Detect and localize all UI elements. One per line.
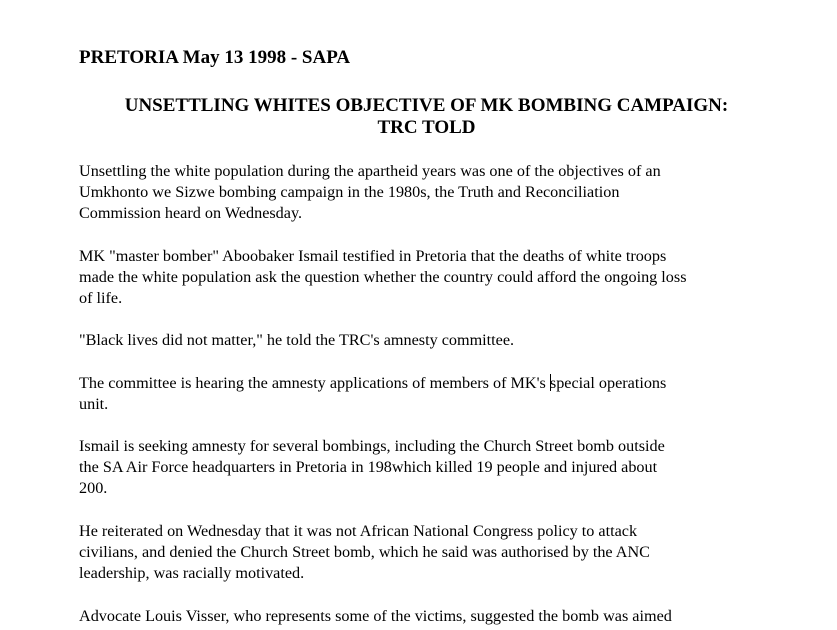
paragraph[interactable] xyxy=(79,436,779,499)
paragraph-line xyxy=(79,373,779,394)
paragraph-line: 200. xyxy=(79,479,108,497)
headline xyxy=(79,95,774,139)
headline-line: TRC TOLD xyxy=(377,117,476,138)
paragraph-line: unit. xyxy=(79,395,109,413)
paragraph-line: the SA Air Force headquarters in Pretoria in 198which killed 19 people and injured about xyxy=(79,458,658,476)
paragraph[interactable] xyxy=(79,246,779,309)
paragraph[interactable] xyxy=(79,373,779,415)
paragraph[interactable] xyxy=(79,330,779,351)
paragraph[interactable] xyxy=(79,161,779,224)
paragraph-text: The committee is hearing the amnesty applications of members of MK's xyxy=(79,374,550,392)
paragraph-line: MK "master bomber" Aboobaker Ismail testified in Pretoria that the deaths of white troops xyxy=(79,247,667,265)
paragraph-line: Advocate Louis Visser, who represents some of the victims, suggested the bomb was aimed xyxy=(79,607,672,625)
paragraph-line: He reiterated on Wednesday that it was not African National Congress policy to attack xyxy=(79,522,638,540)
paragraph[interactable] xyxy=(79,521,779,584)
paragraph-line: civilians, and denied the Church Street bomb, which he said was authorised by the ANC xyxy=(79,543,650,561)
paragraph-line: leadership, was racially motivated. xyxy=(79,564,305,582)
paragraph-line: of life. xyxy=(79,289,123,307)
headline-line: UNSETTLING WHITES OBJECTIVE OF MK BOMBING CAMPAIGN: xyxy=(124,95,729,116)
dateline: PRETORIA May 13 1998 - SAPA xyxy=(79,47,351,68)
paragraph-line: Unsettling the white population during the apartheid years was one of the objectives of an xyxy=(79,162,661,180)
paragraph-line: "Black lives did not matter," he told the TRC's amnesty committee. xyxy=(79,331,515,349)
paragraph[interactable] xyxy=(79,606,779,627)
paragraph-line: Ismail is seeking amnesty for several bombings, including the Church Street bomb outside xyxy=(79,437,665,455)
paragraph-line: Commission heard on Wednesday. xyxy=(79,204,303,222)
paragraph-line: made the white population ask the question whether the country could afford the ongoing loss xyxy=(79,268,687,286)
paragraph-line: Umkhonto we Sizwe bombing campaign in the 1980s, the Truth and Reconciliation xyxy=(79,183,620,201)
paragraph-text: special operations xyxy=(549,374,667,392)
